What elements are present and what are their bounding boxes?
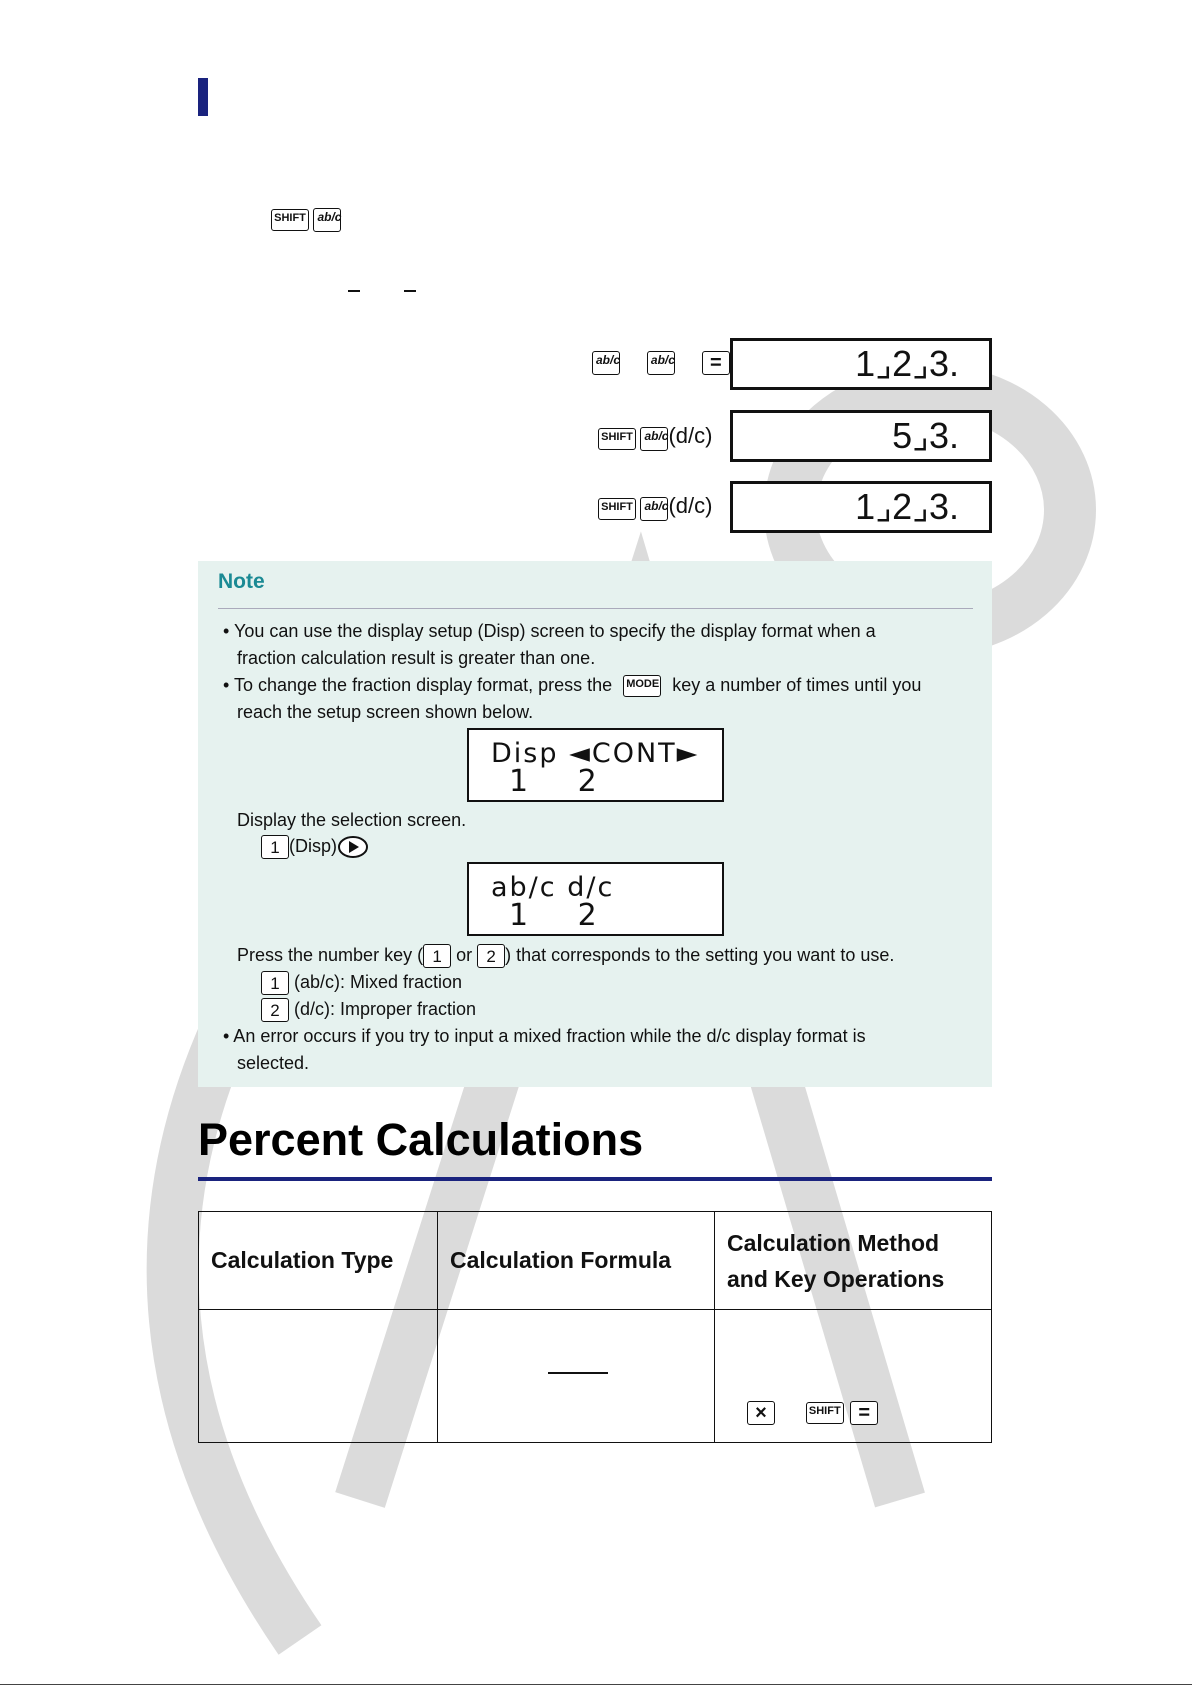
fraction-key-glyph: ab/c: [650, 353, 675, 367]
key-sequence-top: [271, 208, 341, 232]
option-2-text: (d/c): Improper fraction: [294, 998, 477, 1019]
header-method-line-2: and Key Operations: [727, 1265, 945, 1292]
example-1-keys: [592, 351, 730, 375]
table-cell-formula: [438, 1310, 715, 1443]
fraction-format-screen: [467, 862, 724, 936]
fraction-key: [647, 351, 675, 375]
note-bullet-1-line-2: fraction calculation result is greater than one.: [237, 648, 596, 668]
formula-fraction-bar: [548, 1372, 608, 1374]
key-1: 1: [261, 835, 289, 859]
right-arrow-key-icon: [337, 835, 369, 859]
header-calculation-method: [715, 1212, 992, 1310]
example-2-keys: [598, 423, 712, 451]
format-screen-top: ab/c d/c: [491, 872, 615, 903]
fraction-key: [592, 351, 620, 375]
format-screen-bottom: 1 2: [509, 898, 597, 933]
display-selection-text: Display the selection screen.: [237, 810, 467, 830]
note-bullet-2-line-2: reach the setup screen shown below.: [237, 702, 534, 722]
lcd-result-2: 5⌟3.: [730, 410, 992, 462]
shift-key: SHIFT: [598, 498, 636, 520]
dc-label: (d/c): [668, 423, 713, 448]
press-number-key-line: [237, 944, 894, 968]
example-3-keys: [598, 493, 712, 521]
percent-calculation-table: [198, 1211, 992, 1443]
dc-label: (d/c): [668, 493, 713, 518]
option-1-line: [261, 971, 462, 995]
lcd-result-1: 1⌟2⌟3.: [730, 338, 992, 390]
table-cell-method: [715, 1310, 992, 1443]
note-bullet-2-text-b: key a number of times until you: [672, 675, 922, 695]
times-key: ×: [747, 1401, 775, 1425]
setup-screen-top: Disp ◄CONT►: [491, 738, 700, 769]
key-2: 2: [477, 944, 505, 968]
equals-key: =: [702, 351, 730, 375]
section-marker: [198, 78, 208, 116]
mode-key: MODE: [623, 675, 661, 697]
note-bullet-1-line-1: • You can use the display setup (Disp) screen to specify the display format when a: [223, 621, 876, 641]
header-calculation-type: Calculation Type: [199, 1212, 438, 1310]
note-bullet-3-line-2: selected.: [237, 1053, 310, 1073]
fraction-key-glyph: ab/c: [644, 498, 669, 513]
key-2: 2: [261, 998, 289, 1022]
lcd-result-3: 1⌟2⌟3.: [730, 481, 992, 533]
section-heading: Percent Calculations: [198, 1114, 644, 1165]
fraction-key-glyph: ab/c: [596, 353, 621, 367]
shift-key: SHIFT: [598, 428, 636, 450]
setup-screen-disp: [467, 728, 724, 802]
key-1: 1: [261, 971, 289, 995]
note-bullet-2-text-a: • To change the fraction display format, press the: [223, 675, 613, 695]
disp-key-sequence: [261, 835, 369, 859]
table-row: [199, 1310, 992, 1443]
press-text-b: ) that corresponds to the setting you want to use.: [505, 944, 895, 965]
header-calculation-formula: Calculation Formula: [438, 1212, 715, 1310]
note-divider: [218, 608, 973, 609]
table-cell-type: [199, 1310, 438, 1443]
method-key-sequence: [747, 1398, 878, 1425]
press-or: or: [456, 944, 473, 965]
press-text-a: Press the number key (: [237, 944, 424, 965]
note-title: Note: [218, 570, 265, 593]
shift-key: SHIFT: [271, 209, 309, 231]
fraction-key-glyph: ab/c: [644, 428, 669, 443]
fraction-bar: [348, 290, 360, 292]
table-header-row: [199, 1212, 992, 1310]
equals-key: =: [850, 1401, 878, 1425]
note-bullet-3-line-1: • An error occurs if you try to input a mixed fraction while the d/c display format is: [223, 1026, 866, 1046]
header-method-line-1: Calculation Method: [727, 1229, 940, 1256]
heading-underline: [198, 1177, 992, 1181]
fraction-key: [640, 497, 668, 521]
shift-key: SHIFT: [806, 1402, 844, 1424]
option-2-line: [261, 998, 476, 1022]
fraction-key: [313, 208, 341, 232]
note-bullet-2-line-1: [223, 675, 921, 697]
disp-label: (Disp): [289, 835, 337, 856]
fraction-bar: [404, 290, 416, 292]
key-1: 1: [423, 944, 451, 968]
fraction-key: [640, 427, 668, 451]
option-1-text: (ab/c): Mixed fraction: [294, 971, 463, 992]
fraction-key-glyph: ab/c: [317, 210, 342, 224]
setup-screen-bottom: 1 2: [509, 764, 597, 799]
